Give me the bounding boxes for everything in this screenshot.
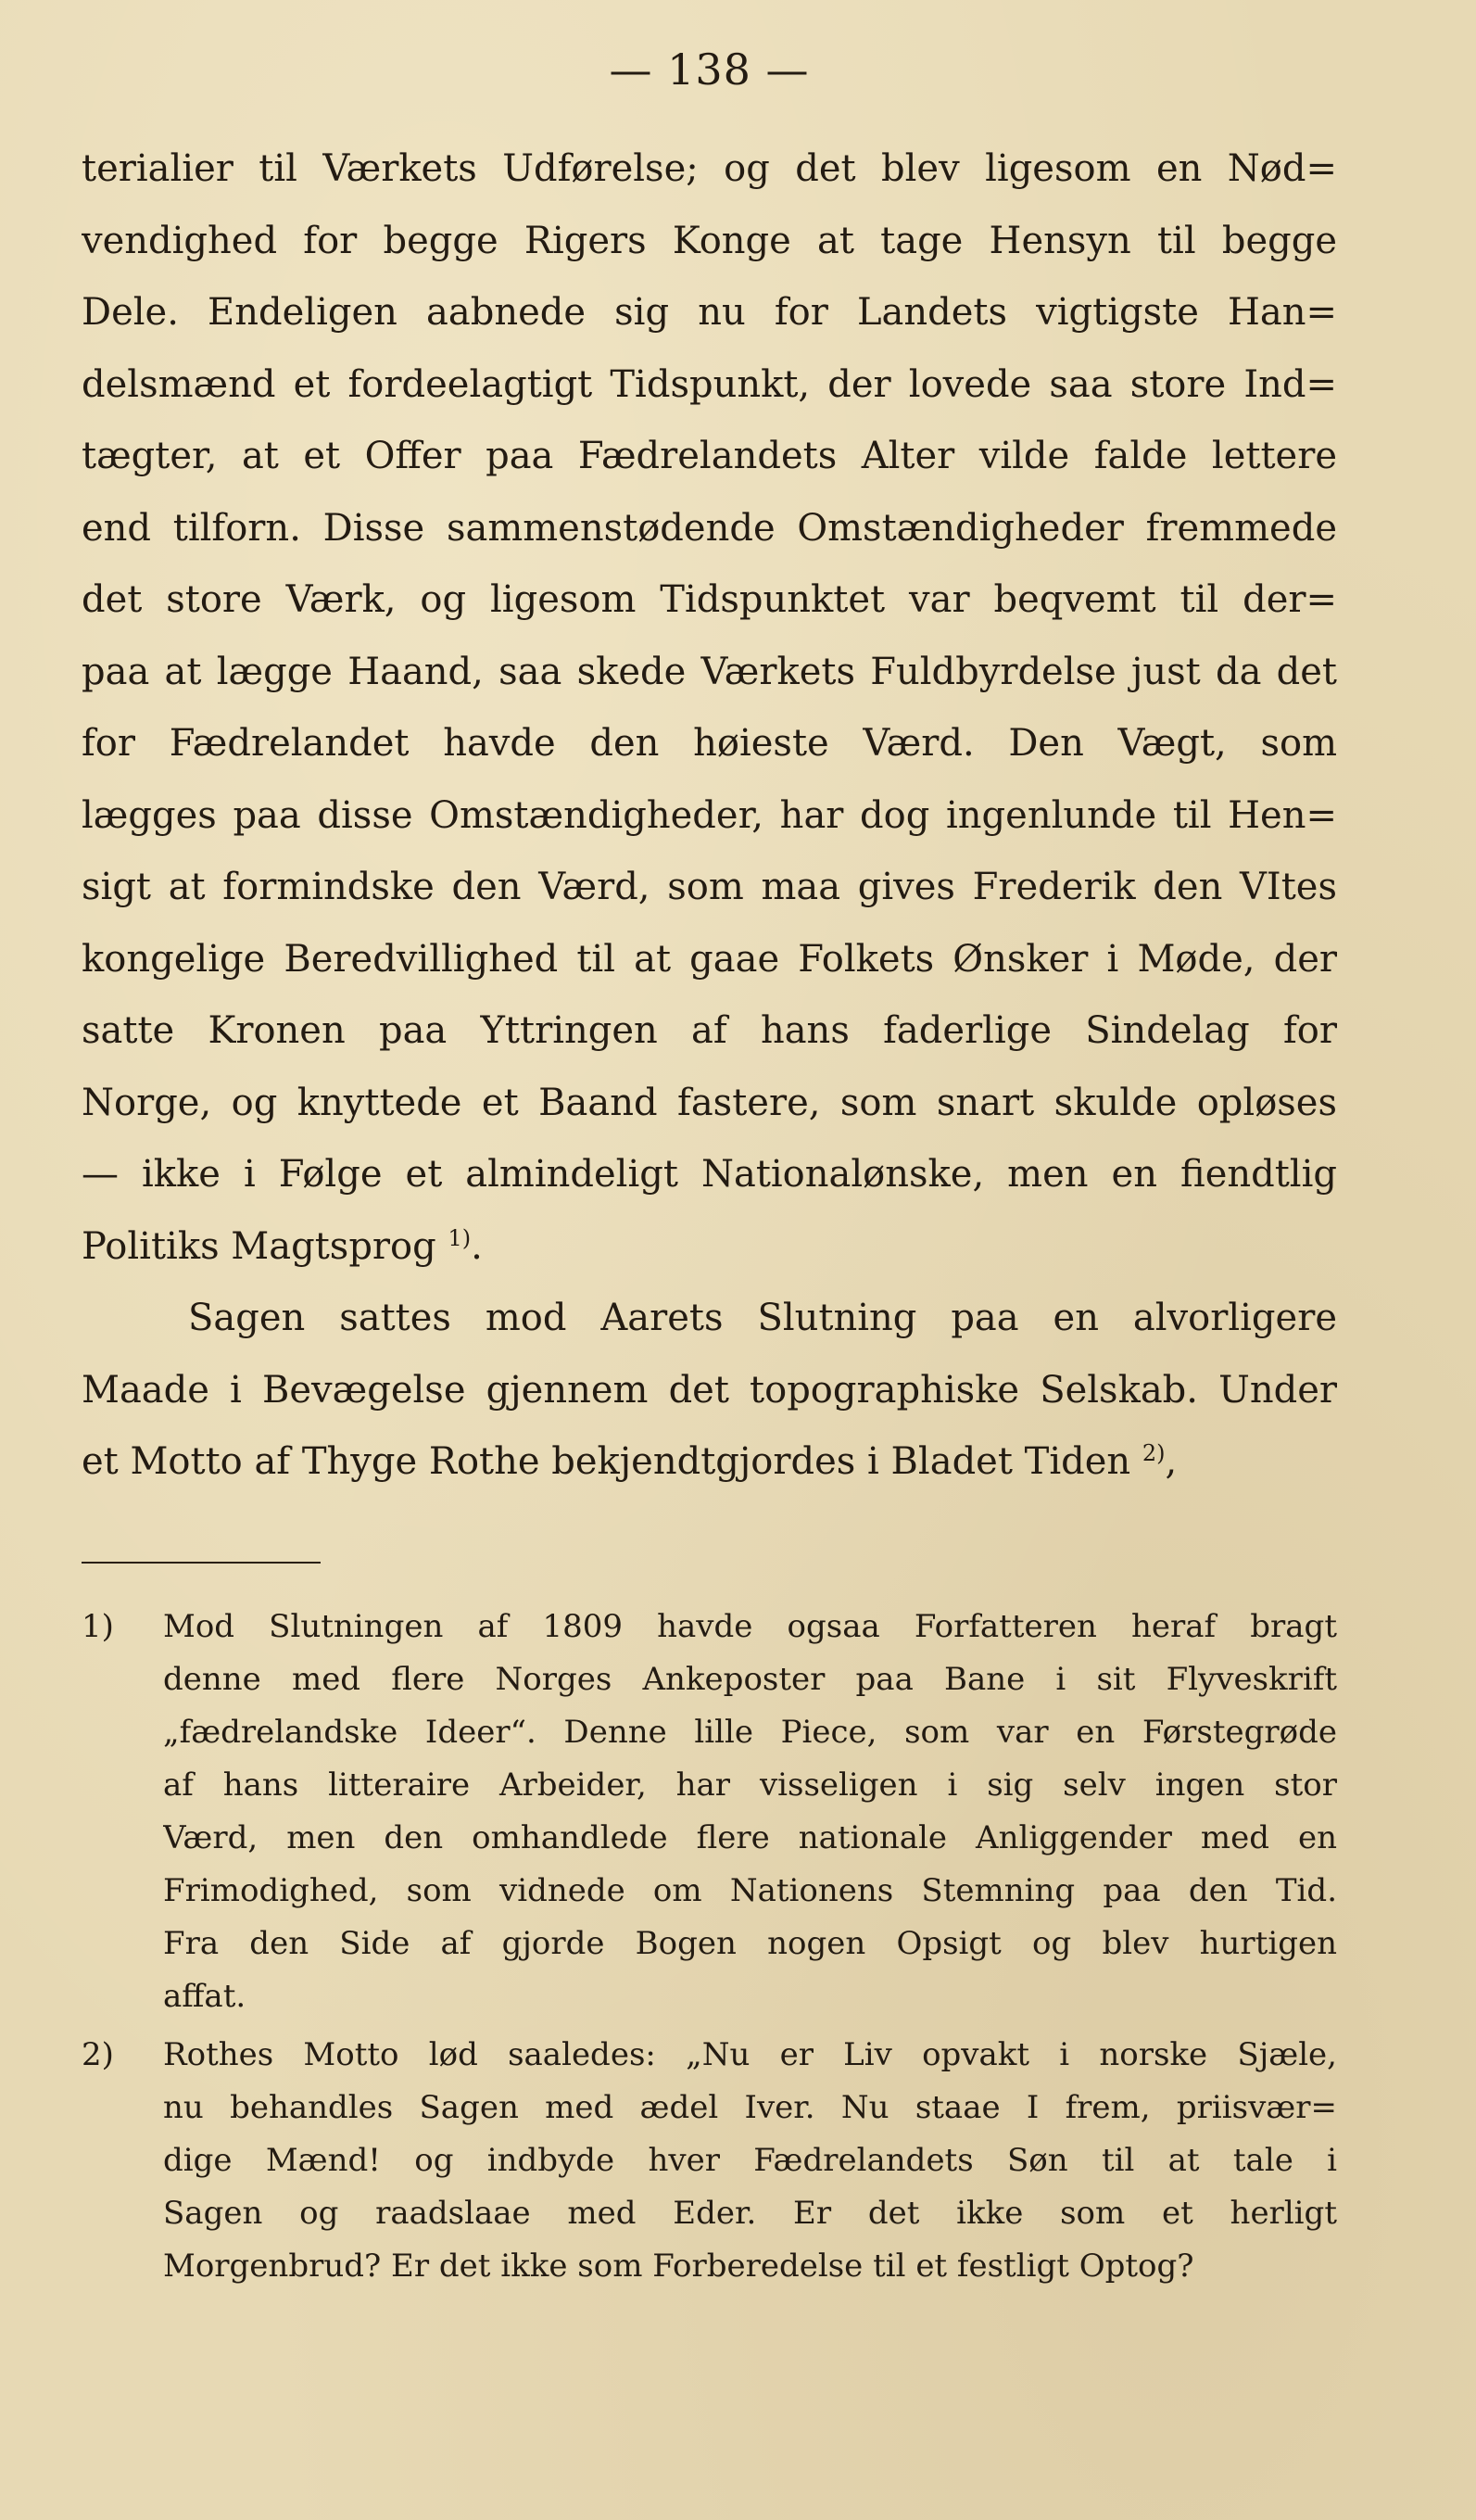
footnote-line: Sagen og raadslaae med Eder. Er det ikke som et herligt: [163, 2194, 1337, 2232]
text-line: [82, 1426, 1337, 1499]
text-line: — ikke i Følge et almindeligt Nationalønske, men en fiendtlig: [82, 1153, 1337, 1196]
text-line-content: Politiks Magtsprog: [82, 1224, 436, 1268]
text-line: sigt at formindske den Værd, som maa gives Frederik den VItes: [82, 866, 1337, 908]
footnote-1: [82, 1601, 1337, 2023]
text-line: terialier til Værkets Udførelse; og det blev ligesom en Nød=: [82, 147, 1337, 190]
footnote-reference: 2): [1142, 1440, 1166, 1466]
text-line: vendighed for begge Rigers Konge at tage Hensyn til begge: [82, 219, 1337, 262]
text-line: det store Værk, og ligesom Tidspunktet var beqvemt til der=: [82, 578, 1337, 621]
footnote-line: Morgenbrud? Er det ikke som Forberedelse til et festligt Optog?: [163, 2247, 1194, 2285]
text-line-content: et Motto af Thyge Rothe bekjendtgjordes i Bladet Tiden: [82, 1440, 1131, 1483]
text-line: tægter, at et Offer paa Fædrelandets Alter vilde falde lettere: [82, 435, 1337, 477]
text-line: Dele. Endeligen aabnede sig nu for Landets vigtigste Han=: [82, 291, 1337, 334]
footnote-reference: 1): [448, 1224, 472, 1251]
footnote-marker: 1): [82, 1607, 114, 1645]
text-line: for Fædrelandet havde den høieste Værd. Den Vægt, som: [82, 722, 1337, 765]
main-text: [82, 133, 1337, 1499]
text-line: delsmænd et fordeelagtigt Tidspunkt, der lovede saa store Ind=: [82, 362, 1337, 406]
footnote-line: Værd, men den omhandlede flere nationale Anliggender med en: [163, 1818, 1337, 1856]
footnote-line: „fædrelandske Ideer“. Denne lille Piece, som var en Førstegrøde: [163, 1713, 1337, 1751]
text-line: paa at lægge Haand, saa skede Værkets Fuldbyrdelse just da det: [82, 650, 1337, 693]
text-line: Sagen sattes mod Aarets Slutning paa en alvorligere: [188, 1297, 1337, 1339]
footnote-marker: 2): [82, 2035, 114, 2073]
text-line: lægges paa disse Omstændigheder, har dog ingenlunde til Hen=: [82, 793, 1337, 837]
text-line: [82, 1211, 1337, 1284]
text-line: Norge, og knyttede et Baand fastere, som snart skulde opløses: [82, 1081, 1337, 1124]
footnote-line: nu behandles Sagen med ædel Iver. Nu staae I frem, priisvær=: [163, 2088, 1337, 2126]
footnote-line: Fra den Side af gjorde Bogen nogen Opsigt og blev hurtigen: [163, 1924, 1337, 1962]
footnote-line: Rothes Motto lød saaledes: „Nu er Liv opvakt i norske Sjæle,: [163, 2035, 1337, 2073]
text-line: kongelige Beredvillighed til at gaae Folkets Ønsker i Møde, der: [82, 937, 1337, 981]
sentence-end: ,: [1165, 1440, 1178, 1483]
footnote-line: af hans litteraire Arbeider, har visseligen i sig selv ingen stor: [163, 1766, 1337, 1804]
sentence-end: .: [471, 1224, 483, 1268]
text-line: end tilforn. Disse sammenstødende Omstændigheder fremmede: [82, 506, 1337, 550]
footnote-line: Mod Slutningen af 1809 havde ogsaa Forfatteren heraf bragt: [163, 1607, 1337, 1645]
text-line: Maade i Bevægelse gjennem det topographiske Selskab. Under: [82, 1368, 1337, 1412]
footnote-line: affat.: [163, 1977, 246, 2015]
footnote-line: dige Mænd! og indbyde hver Fædrelandets Søn til at tale i: [163, 2141, 1337, 2179]
text-line: satte Kronen paa Yttringen af hans faderlige Sindelag for: [82, 1009, 1337, 1052]
footnote-line: Frimodighed, som vidnede om Nationens Stemning paa den Tid.: [163, 1871, 1337, 1909]
footnote-separator: [82, 1562, 321, 1564]
footnote-line: denne med flere Norges Ankeposter paa Bane i sit Flyveskrift: [163, 1660, 1337, 1698]
page-number: — 138 —: [609, 44, 810, 95]
footnote-2: [82, 2029, 1337, 2293]
